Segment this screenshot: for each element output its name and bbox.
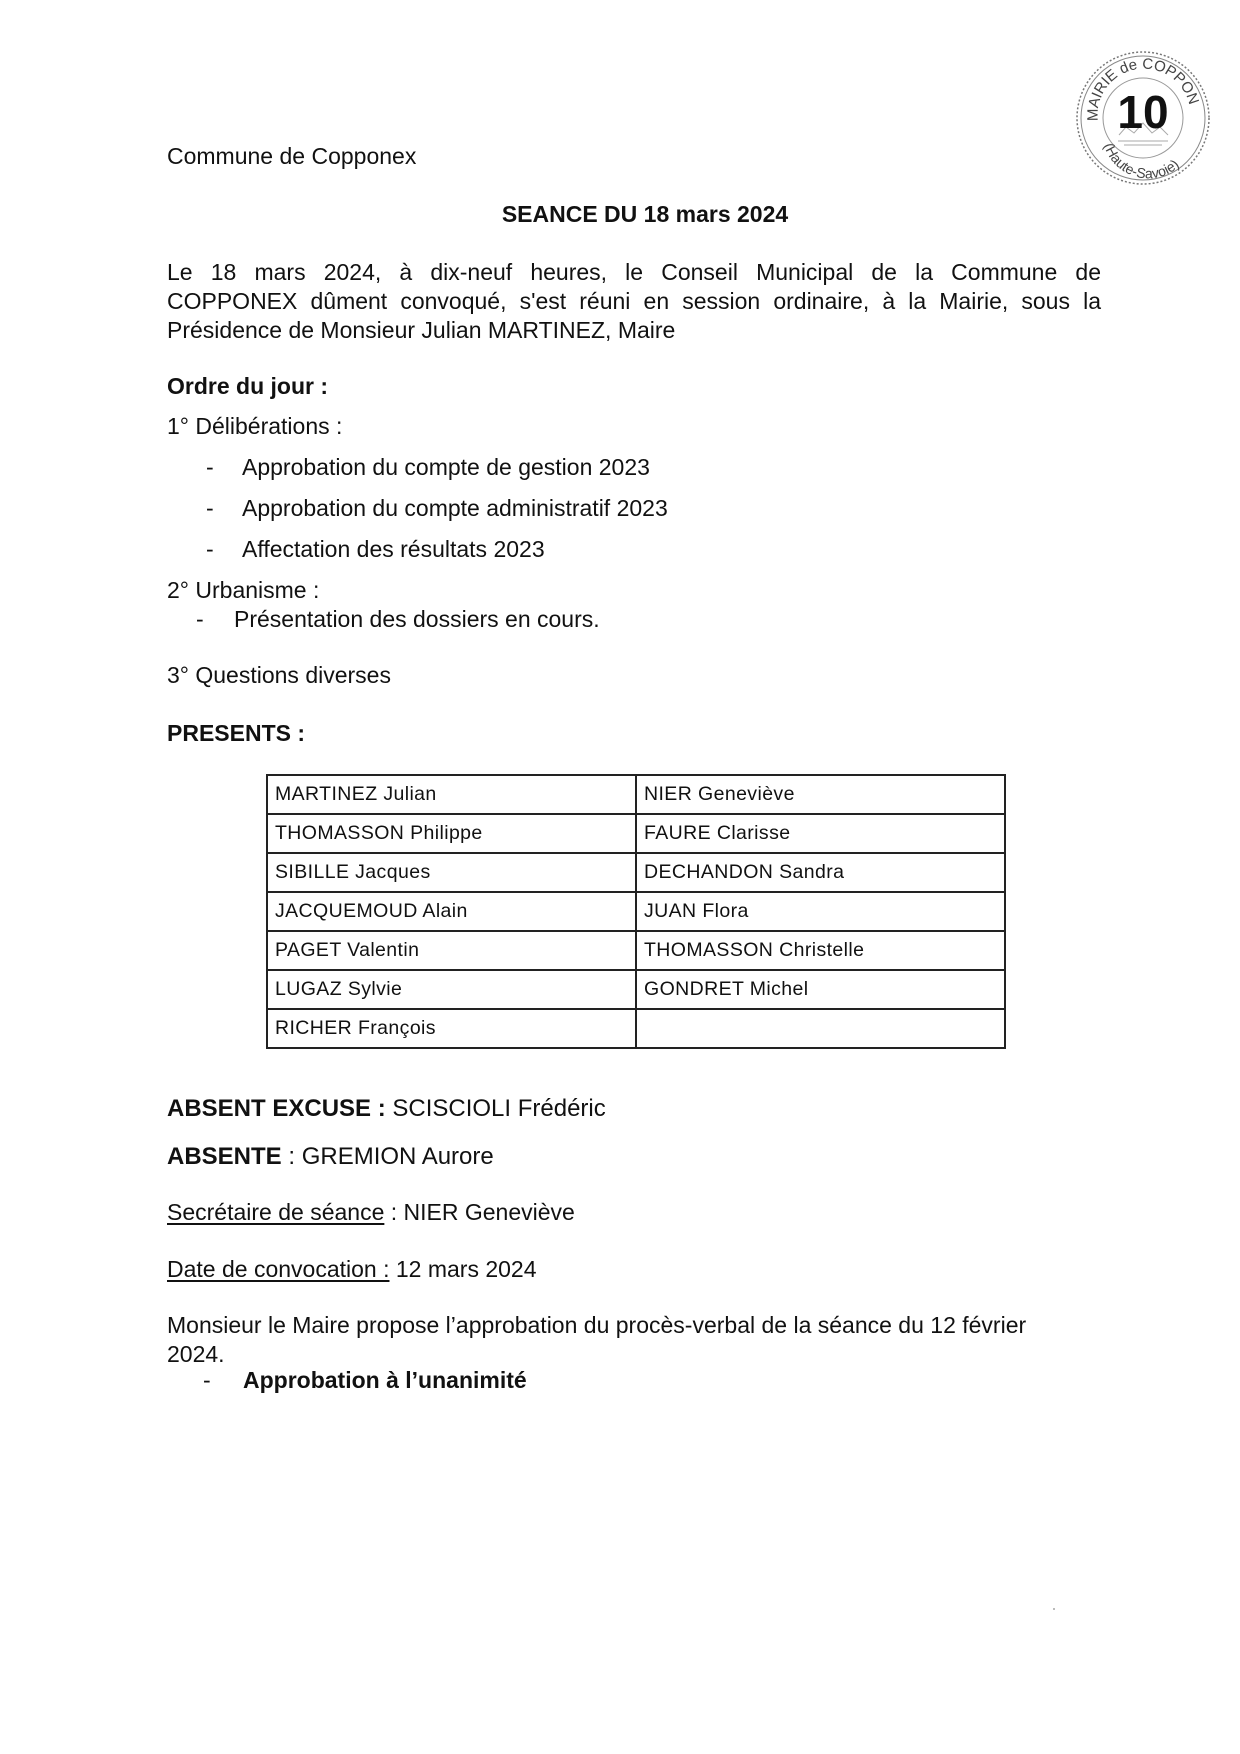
absent-label: ABSENTE: [167, 1143, 282, 1170]
table-cell: [636, 1009, 1005, 1048]
proposal-line-1: Monsieur le Maire propose l’approbation du procès-verbal de la séance du 12 février: [167, 1312, 1027, 1338]
table-cell: JUAN Flora: [636, 892, 1005, 931]
agenda-section-3: 3° Questions diverses: [167, 662, 391, 688]
bullet-dash: -: [203, 1367, 211, 1393]
table-row: [267, 931, 1005, 970]
secretary-line: [167, 1199, 575, 1226]
session-title: SEANCE DU 18 mars 2024: [501, 201, 789, 227]
approval-result: [203, 1367, 527, 1394]
scan-speck: [1053, 1608, 1055, 1610]
convocation-label: Date de convocation :: [167, 1256, 390, 1282]
presents-table: [266, 774, 1006, 1049]
agenda-item: [206, 454, 650, 481]
table-cell: RICHER François: [267, 1009, 636, 1048]
table-cell: DECHANDON Sandra: [636, 853, 1005, 892]
intro-paragraph: [167, 258, 1101, 345]
table-cell: SIBILLE Jacques: [267, 853, 636, 892]
svg-text:(Haute-Savoie): [1101, 141, 1182, 182]
bullet-dash: -: [196, 606, 204, 632]
agenda-item-text: Affectation des résultats 2023: [242, 536, 545, 562]
table-cell: THOMASSON Philippe: [267, 814, 636, 853]
table-cell: PAGET Valentin: [267, 931, 636, 970]
secretary-value: : NIER Geneviève: [384, 1199, 575, 1225]
intro-line-3: Présidence de Monsieur Julian MARTINEZ, Maire: [167, 317, 676, 343]
table-cell: FAURE Clarisse: [636, 814, 1005, 853]
table-cell: LUGAZ Sylvie: [267, 970, 636, 1009]
presents-heading: PRESENTS :: [167, 720, 306, 746]
convocation-value: 12 mars 2024: [389, 1256, 537, 1282]
agenda-item-text: Approbation du compte administratif 2023: [242, 495, 668, 521]
table-row: [267, 814, 1005, 853]
agenda-heading: Ordre du jour :: [167, 373, 328, 399]
table-cell: MARTINEZ Julian: [267, 775, 636, 814]
stamp-bottom-text: (Haute-Savoie): [1101, 140, 1182, 182]
intro-line-2: COPPONEX dûment convoqué, s'est réuni en session ordinaire, à la Mairie, sous la: [167, 288, 1101, 314]
table-row: [267, 853, 1005, 892]
stamp-top-text: MAIRIE de COPPON: [1084, 55, 1203, 122]
agenda-item: [206, 536, 545, 563]
absent-excused-name: SCISCIOLI Frédéric: [385, 1095, 606, 1122]
bullet-dash: -: [206, 536, 214, 562]
table-row: [267, 970, 1005, 1009]
approval-text: Approbation à l’unanimité: [243, 1367, 527, 1393]
absent-excused-label: ABSENT EXCUSE :: [167, 1095, 386, 1122]
agenda-item: [196, 606, 600, 633]
commune-name: Commune de Copponex: [167, 143, 417, 169]
absent-line: [167, 1143, 494, 1171]
table-cell: JACQUEMOUD Alain: [267, 892, 636, 931]
agenda-item: [206, 495, 668, 522]
table-row: [267, 892, 1005, 931]
table-row: [267, 1009, 1005, 1048]
agenda-item-text: Présentation des dossiers en cours.: [234, 606, 600, 632]
agenda-item-text: Approbation du compte de gestion 2023: [242, 454, 650, 480]
stamp-number: 10: [1117, 86, 1169, 138]
agenda-section-1: 1° Délibérations :: [167, 413, 343, 439]
absent-excused-line: [167, 1095, 606, 1123]
convocation-line: [167, 1256, 537, 1283]
table-cell: NIER Geneviève: [636, 775, 1005, 814]
bullet-dash: -: [206, 495, 214, 521]
intro-line-1: Le 18 mars 2024, à dix-neuf heures, le Conseil Municipal de la Commune de: [167, 259, 1101, 285]
table-cell: GONDRET Michel: [636, 970, 1005, 1009]
bullet-dash: -: [206, 454, 214, 480]
secretary-label: Secrétaire de séance: [167, 1199, 385, 1225]
table-row: [267, 775, 1005, 814]
agenda-section-2: 2° Urbanisme :: [167, 577, 320, 603]
proposal-line-2: 2024.: [167, 1341, 225, 1367]
proposal-paragraph: [167, 1311, 1101, 1369]
mairie-stamp: [1074, 49, 1212, 187]
absent-name: : GREMION Aurore: [281, 1143, 494, 1170]
table-cell: THOMASSON Christelle: [636, 931, 1005, 970]
stamp-seal-icon: [1074, 49, 1212, 187]
